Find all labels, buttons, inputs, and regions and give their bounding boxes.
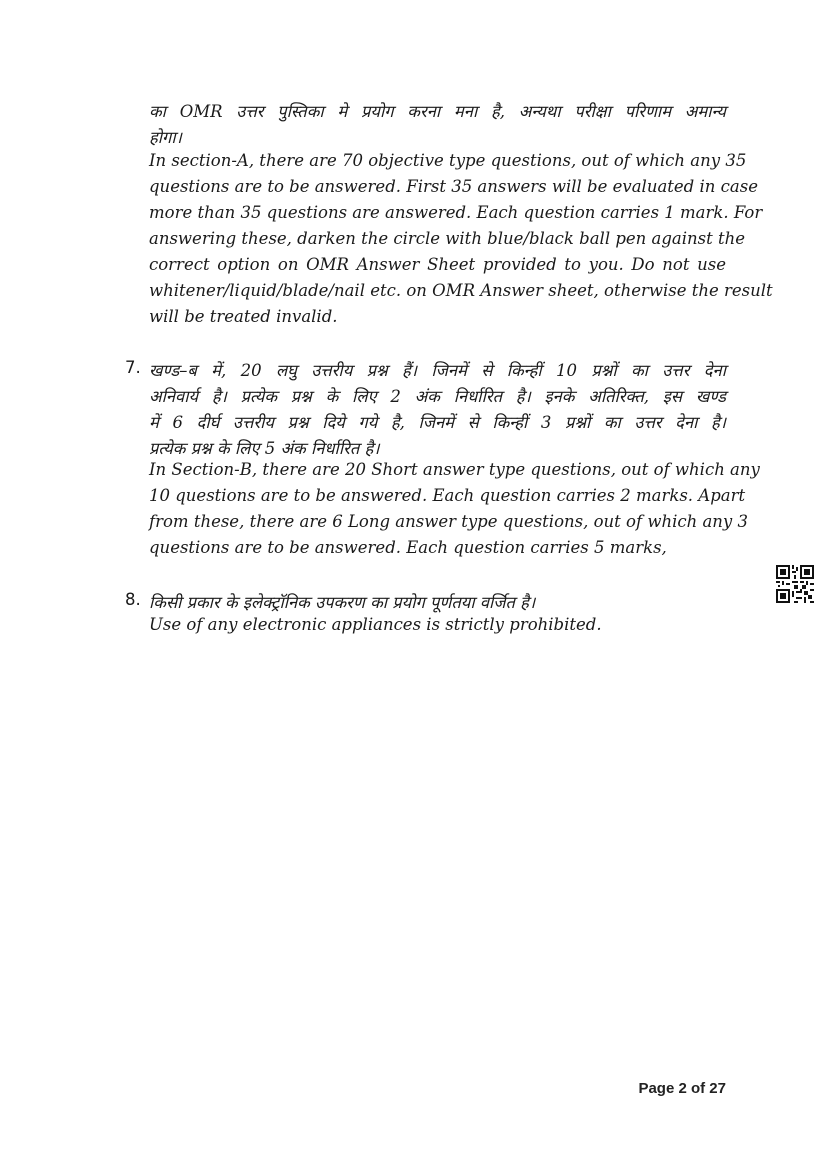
qr-code-icon [776, 565, 814, 603]
english-line: In Section-B, there are 20 Short answer type questions, out of which any [149, 460, 760, 479]
english-line: 10 questions are to be answered. Each question carries 2 marks. Apart [149, 486, 746, 505]
hindi-line: में 6 दीर्घ उत्तरीय प्रश्न दिये गये है, जिनमें से किन्हीं 3 प्रश्नों का उत्तर देना है। [149, 413, 726, 432]
page-number: Page 2 of 27 [638, 1080, 726, 1097]
item-number: 8. [125, 590, 141, 609]
hindi-line: का OMR उत्तर पुस्तिका मे प्रयोग करना मना है, अन्यथा परीक्षा परिणाम अमान्य [149, 102, 726, 121]
english-line: In section-A, there are 70 objective type questions, out of which any 35 [149, 151, 747, 170]
item-number: 7. [125, 358, 141, 377]
english-line: Use of any electronic appliances is strictly prohibited. [149, 615, 602, 634]
english-line: more than 35 questions are answered. Each question carries 1 mark. For [149, 203, 763, 222]
english-line: questions are to be answered. First 35 answers will be evaluated in case [149, 177, 758, 196]
english-line: correct option on OMR Answer Sheet provided to you. Do not use [149, 255, 726, 274]
english-line: answering these, darken the circle with blue/black ball pen against the [149, 229, 746, 248]
english-line: whitener/liquid/blade/nail etc. on OMR Answer sheet, otherwise the result [149, 281, 773, 300]
english-line: will be treated invalid. [149, 307, 338, 326]
hindi-line: होगा। [149, 128, 182, 147]
hindi-line: अनिवार्य है। प्रत्येक प्रश्न के लिए 2 अंक निर्धारित है। इनके अतिरिक्त, इस खण्ड [149, 387, 726, 406]
english-line: from these, there are 6 Long answer type questions, out of which any 3 [149, 512, 748, 531]
hindi-line: खण्ड–ब में, 20 लघु उत्तरीय प्रश्न हैं। जिनमें से किन्हीं 10 प्रश्नों का उत्तर देना [149, 361, 726, 380]
english-line: questions are to be answered. Each question carries 5 marks, [149, 538, 667, 557]
hindi-line: किसी प्रकार के इलेक्ट्रॉनिक उपकरण का प्रयोग पूर्णतया वर्जित है। [149, 593, 536, 612]
hindi-line: प्रत्येक प्रश्न के लिए 5 अंक निर्धारित है। [149, 439, 380, 458]
